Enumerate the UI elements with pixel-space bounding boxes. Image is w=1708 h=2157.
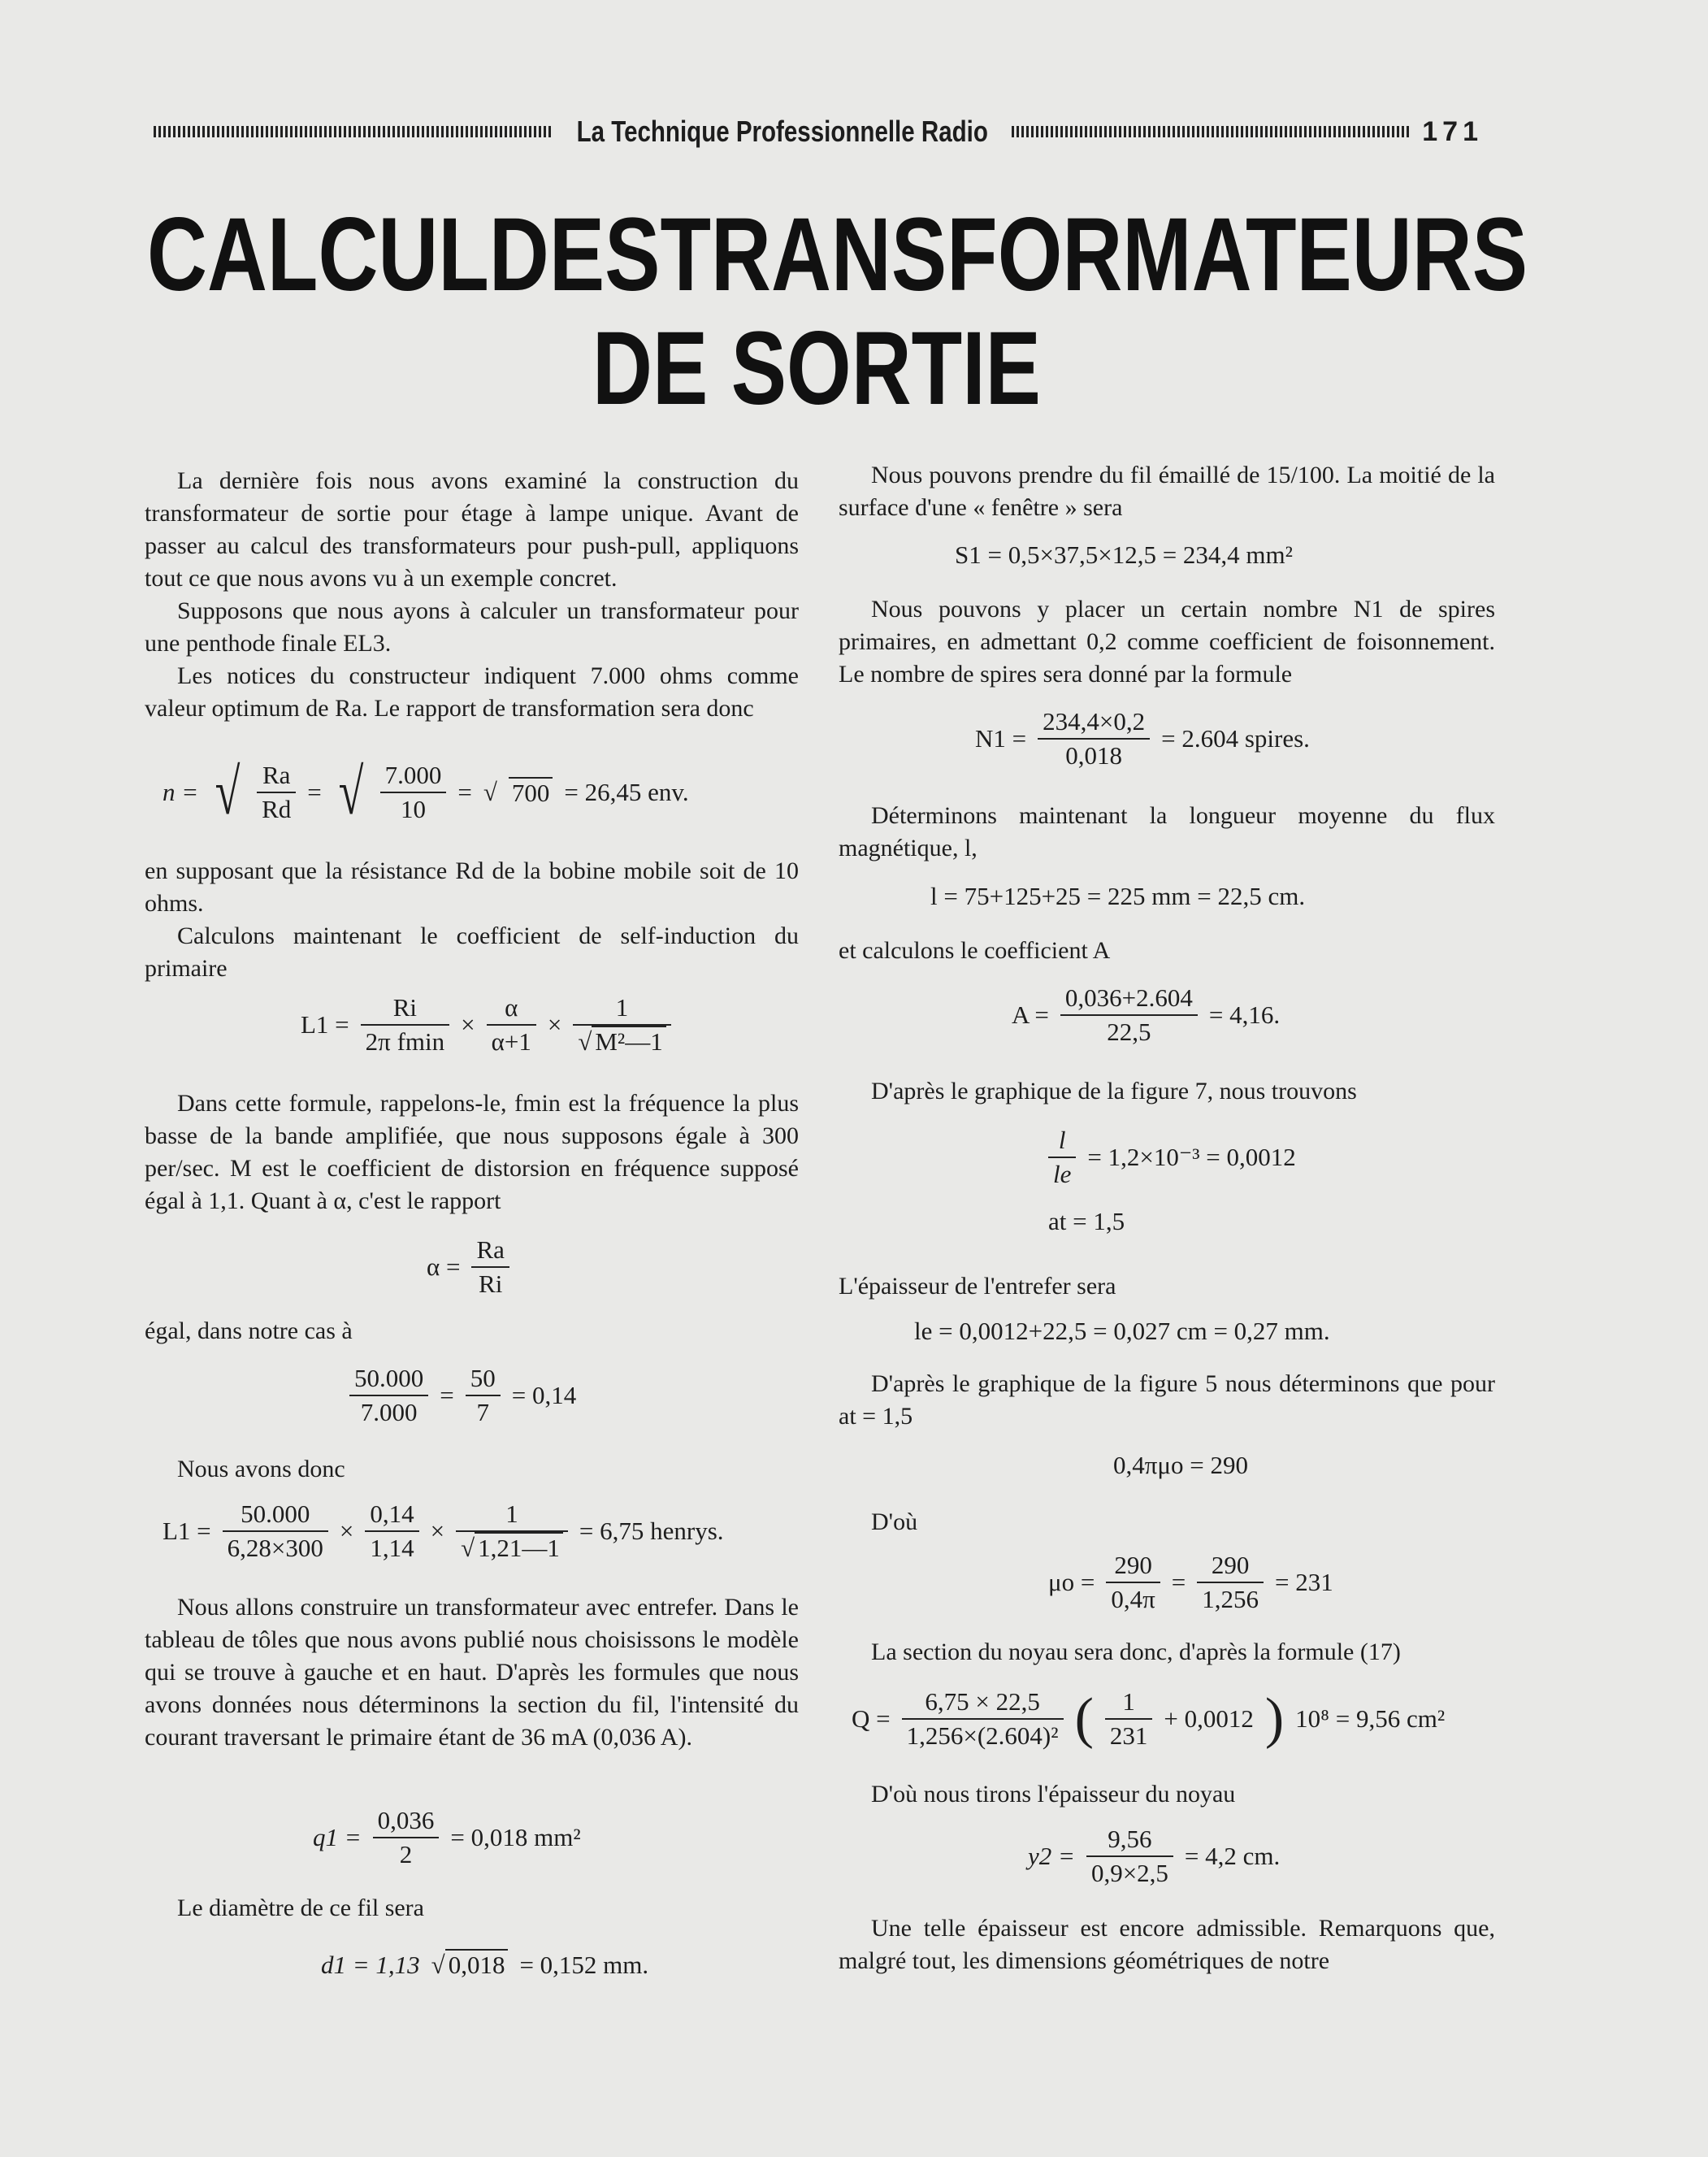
denominator: 231 [1109, 1721, 1148, 1750]
title-word: DES [488, 197, 661, 313]
fraction [456, 1499, 568, 1563]
denominator: √ M²—1 [573, 1026, 670, 1057]
denominator: 1,14 [370, 1534, 414, 1562]
eq-text: q1 = [313, 1823, 362, 1851]
fraction [380, 761, 447, 824]
paragraph: La dernière fois nous avons examiné la construction du transformateur de sortie pour étage à lampe unique. Avant de passer au calcul des transformateurs pour push-pull, appliquons tout ce que nous avons vu à un exemple concret. [145, 467, 799, 592]
eq-text: = 231 [1275, 1568, 1333, 1596]
fraction [902, 1687, 1064, 1751]
eq-text: = 4,2 cm. [1184, 1842, 1281, 1870]
fraction [349, 1364, 428, 1427]
running-header [142, 114, 1483, 150]
right-paragraph-2 [839, 593, 1495, 691]
denominator: √ 1,21—1 [456, 1532, 568, 1563]
paragraph: Nous avons donc [177, 1456, 345, 1482]
denominator: 0,018 [1065, 741, 1122, 770]
eq-text: × [339, 1517, 354, 1545]
paragraph: D'où nous tirons l'épaisseur du noyau [871, 1781, 1236, 1808]
eq-text: = [307, 778, 322, 806]
fraction [365, 1499, 418, 1563]
denominator: 7 [476, 1398, 489, 1426]
denominator: 0,9×2,5 [1090, 1859, 1168, 1887]
equation-mu: 0,4πμo = 290 [1113, 1451, 1249, 1479]
article-title-line2: DE SORTIE [592, 310, 1041, 427]
numerator: 6,75 × 22,5 [902, 1687, 1064, 1720]
equation-N1 [975, 707, 1310, 770]
fraction [1106, 1551, 1160, 1614]
denominator: le [1053, 1160, 1072, 1188]
denominator: 0,4π [1111, 1585, 1155, 1613]
equation-alpha [427, 1235, 509, 1299]
eq-text: L1 = [163, 1517, 211, 1545]
numerator: 7.000 [380, 761, 447, 793]
right-paragraph-8 [839, 1506, 1495, 1539]
sqrt-icon: √ 0,018 [431, 1951, 509, 1980]
equation-A [1012, 983, 1280, 1047]
numerator: 50.000 [223, 1499, 328, 1532]
denominator: 2 [399, 1840, 413, 1868]
paragraph: La section du noyau sera donc, d'après la formule (17) [871, 1638, 1401, 1665]
numerator: Ra [471, 1235, 509, 1268]
paragraph: et calculons le coefficient A [839, 937, 1111, 964]
paragraph: Supposons que nous ayons à calculer un transformateur pour une penthode finale EL3. [145, 597, 799, 657]
denominator: 1,256 [1202, 1585, 1259, 1613]
equation-n [163, 757, 689, 828]
right-paragraph-7 [839, 1368, 1495, 1433]
numerator: α [487, 993, 536, 1026]
fraction [1086, 1825, 1173, 1888]
paragraph: Nous allons construire un transformateur avec entrefer. Dans le tableau de tôles que nous avons publié nous choisissons le modèle qui se trouve à gauche et en haut. D'après les formules que nous avons données nous déterminons la section du fil, l'intensité du courant traversant le primaire étant de 36 mA (0,036 A). [145, 1594, 799, 1751]
paragraph: Déterminons maintenant la longueur moyenne du flux magnétique, l, [839, 802, 1495, 861]
numerator: 290 [1197, 1551, 1264, 1583]
fraction [573, 993, 670, 1057]
title-word: CALCUL [147, 197, 489, 313]
left-paragraphs-2 [145, 855, 799, 985]
radicand: 0,018 [445, 1949, 509, 1979]
right-paragraph-4 [839, 935, 1495, 967]
eq-text: = 6,75 henrys. [579, 1517, 724, 1545]
left-paragraphs-1 [145, 465, 799, 725]
eq-text: α = [427, 1252, 461, 1281]
eq-text: Q = [852, 1704, 891, 1733]
paragraph: Calculons maintenant le coefficient de self-induction du primaire [145, 922, 799, 982]
numerator: 0,14 [365, 1499, 418, 1532]
denominator: 6,28×300 [227, 1534, 323, 1562]
equation-L1-numeric [163, 1499, 724, 1563]
fraction [223, 1499, 328, 1563]
paragraph: L'épaisseur de l'entrefer sera [839, 1273, 1116, 1300]
fraction [1038, 707, 1150, 770]
paren-open-icon: ( [1074, 1687, 1094, 1750]
denominator: Rd [262, 795, 292, 823]
article-title-line1 [147, 197, 1528, 313]
eq-text: + 0,0012 [1164, 1704, 1254, 1733]
radicand: M²—1 [592, 1026, 665, 1056]
denominator: Ri [479, 1269, 503, 1298]
sqrt-icon: √ [483, 778, 497, 806]
right-paragraph-10 [839, 1778, 1495, 1811]
eq-text: × [547, 1010, 562, 1039]
paragraph: D'où [871, 1508, 918, 1535]
right-paragraph-9 [839, 1636, 1495, 1669]
left-paragraph-3 [145, 1087, 799, 1217]
numerator: 1 [1105, 1687, 1153, 1720]
eq-text: × [430, 1517, 445, 1545]
eq-text: = [440, 1381, 454, 1409]
right-paragraph-11 [839, 1912, 1495, 1977]
fraction [257, 761, 296, 824]
paragraph: Le diamètre de ce fil sera [177, 1894, 424, 1921]
right-paragraph-5 [839, 1075, 1495, 1108]
title-word: TRANSFORMATEURS [660, 197, 1528, 313]
paragraph: Une telle épaisseur est encore admissible. Remarquons que, malgré tout, les dimensions géométriques de notre [839, 1915, 1495, 1974]
page-number: 171 [1422, 115, 1483, 147]
fraction [1060, 983, 1198, 1047]
radicand: 1,21—1 [475, 1532, 563, 1562]
equation-at: at = 1,5 [1048, 1207, 1125, 1235]
denominator: α+1 [491, 1027, 531, 1056]
left-paragraph-6 [145, 1591, 799, 1754]
fraction [466, 1364, 501, 1427]
numerator: 50.000 [349, 1364, 428, 1396]
fraction [471, 1235, 509, 1299]
header-rule-left [154, 126, 553, 137]
paren-close-icon: ) [1264, 1687, 1285, 1750]
paragraph: égal, dans notre cas à [145, 1317, 353, 1344]
denominator: 1,256×(2.604)² [906, 1721, 1059, 1750]
numerator: 9,56 [1086, 1825, 1173, 1857]
eq-text: = 26,45 env. [564, 778, 689, 806]
equation-S1: S1 = 0,5×37,5×12,5 = 234,4 mm² [955, 540, 1293, 569]
paragraph: D'après le graphique de la figure 5 nous déterminons que pour at = 1,5 [839, 1370, 1495, 1430]
numerator: 50 [466, 1364, 501, 1396]
fraction [361, 993, 449, 1057]
eq-text: = 2.604 spires. [1161, 724, 1310, 753]
numerator: l [1048, 1126, 1076, 1158]
eq-text: d1 = 1,13 [321, 1951, 420, 1979]
numerator: 290 [1106, 1551, 1160, 1583]
right-paragraph-6 [839, 1270, 1495, 1303]
eq-text: = 1,2×10⁻³ = 0,0012 [1087, 1143, 1296, 1171]
eq-text: = [1171, 1568, 1186, 1596]
eq-text: = 0,018 mm² [450, 1823, 581, 1851]
eq-text: L1 = [301, 1010, 349, 1039]
equation-q1 [313, 1806, 581, 1869]
eq-text: = 0,14 [511, 1381, 577, 1409]
equation-le: le = 0,0012+22,5 = 0,027 cm = 0,27 mm. [914, 1317, 1330, 1345]
eq-text: A = [1012, 1000, 1049, 1029]
numerator: 0,036 [373, 1806, 440, 1838]
eq-text: = [457, 778, 472, 806]
radicand: 700 [509, 777, 553, 808]
denominator: 22,5 [1107, 1018, 1151, 1046]
header-rule-right [1012, 126, 1411, 137]
numerator: 1 [456, 1499, 568, 1532]
eq-text: y2 = [1028, 1842, 1075, 1870]
eq-text: × [461, 1010, 475, 1039]
journal-title: La Technique Professionnelle Radio [576, 115, 988, 148]
numerator: 234,4×0,2 [1038, 707, 1150, 740]
paragraph: Les notices du constructeur indiquent 7.000 ohms comme valeur optimum de Ra. Le rapport de transformation sera donc [145, 662, 799, 722]
paragraph: en supposant que la résistance Rd de la bobine mobile soit de 10 ohms. [145, 857, 799, 917]
left-paragraph-7 [145, 1892, 799, 1925]
paragraph: Dans cette formule, rappelons-le, fmin est la fréquence la plus basse de la bande amplifiée, que nous supposons égale à 300 per/sec. M est le coefficient de distorsion en fréquence supposé égal à 1,1. Quant à α, c'est le rapport [145, 1090, 799, 1214]
left-paragraph-5 [145, 1453, 799, 1486]
eq-text: μo = [1048, 1568, 1095, 1596]
eq-text: 10⁸ = 9,56 cm² [1295, 1704, 1446, 1733]
denominator: 7.000 [360, 1398, 418, 1426]
right-paragraph-3 [839, 800, 1495, 865]
numerator: 0,036+2.604 [1060, 983, 1198, 1016]
equation-y2 [1028, 1825, 1280, 1888]
sqrt-icon: √ [338, 757, 364, 828]
left-paragraph-4 [145, 1315, 799, 1348]
fraction [373, 1806, 440, 1869]
fraction [1048, 1126, 1076, 1189]
numerator: 1 [573, 993, 670, 1026]
equation-d1 [321, 1951, 648, 1980]
fraction [1197, 1551, 1264, 1614]
paragraph: Nous pouvons y placer un certain nombre N1 de spires primaires, en admettant 0,2 comme coefficient de foisonnement. Le nombre de spires sera donné par la formule [839, 596, 1495, 688]
numerator: Ra [257, 761, 296, 793]
denominator: 2π fmin [365, 1027, 445, 1056]
equation-l: l = 75+125+25 = 225 mm = 22,5 cm. [930, 882, 1306, 910]
fraction [487, 993, 536, 1057]
paragraph: Nous pouvons prendre du fil émaillé de 15/100. La moitié de la surface d'une « fenêtre » sera [839, 462, 1495, 521]
fraction [1105, 1687, 1153, 1751]
eq-text: = 4,16. [1208, 1000, 1281, 1029]
numerator: Ri [361, 993, 449, 1026]
equation-mu0 [1048, 1551, 1333, 1614]
equation-L1 [301, 993, 671, 1057]
sqrt-icon: √ [215, 757, 241, 828]
eq-text: = 0,152 mm. [519, 1951, 649, 1979]
right-paragraph-1 [839, 459, 1495, 524]
eq-text: n = [163, 778, 199, 806]
equation-ratio [349, 1364, 576, 1427]
denominator: 10 [401, 795, 427, 823]
eq-text: N1 = [975, 724, 1027, 753]
equation-Q [852, 1686, 1445, 1751]
equation-l-over-le [1048, 1126, 1296, 1189]
paragraph: D'après le graphique de la figure 7, nous trouvons [871, 1078, 1357, 1105]
